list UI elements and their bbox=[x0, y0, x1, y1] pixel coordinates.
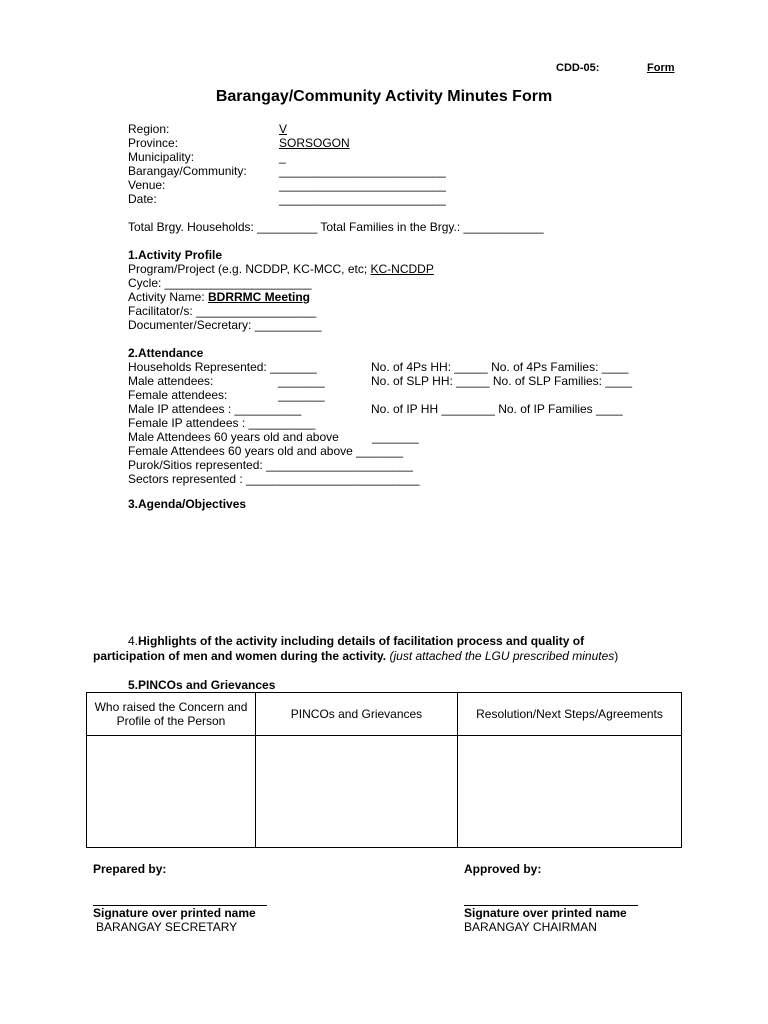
program-value: KC-NCDDP bbox=[370, 262, 434, 276]
highlights-line-1 bbox=[128, 634, 584, 648]
activity-name-line bbox=[128, 290, 310, 304]
region-label: Region: bbox=[128, 122, 170, 136]
attendance-heading: 2.Attendance bbox=[128, 346, 204, 360]
pincos-col-who: Who raised the Concern and Profile of the Person bbox=[87, 693, 256, 736]
venue-label: Venue: bbox=[128, 178, 166, 192]
prepared-role: BARANGAY SECRETARY bbox=[96, 920, 238, 934]
pincos-cell-who[interactable] bbox=[87, 736, 256, 848]
barangay-label: Barangay/Community: bbox=[128, 164, 247, 178]
purok-line: Purok/Sitios represented: ______________________ bbox=[128, 458, 413, 472]
female-attendees-blank: _______ bbox=[278, 388, 325, 402]
highlights-bold-1: Highlights of the activity including details of facilitation process and quality of bbox=[138, 634, 585, 648]
activity-name-value: BDRRMC Meeting bbox=[208, 290, 311, 304]
highlights-number: 4. bbox=[128, 634, 139, 648]
agenda-heading: 3.Agenda/Objectives bbox=[128, 497, 247, 511]
pincos-cell-grievances[interactable] bbox=[256, 736, 458, 848]
highlights-line-2 bbox=[93, 649, 618, 663]
pincos-entry-row bbox=[87, 736, 682, 848]
prepared-caption: Signature over printed name bbox=[93, 906, 256, 920]
approved-by-label: Approved by: bbox=[464, 862, 542, 876]
male-ip-line: Male IP attendees : __________ bbox=[128, 402, 302, 416]
activity-name-label: Activity Name: bbox=[128, 290, 209, 304]
cycle-line: Cycle: ______________________ bbox=[128, 276, 312, 290]
prepared-by-label: Prepared by: bbox=[93, 862, 167, 876]
facilitator-line: Facilitator/s: __________________ bbox=[128, 304, 317, 318]
documenter-line: Documenter/Secretary: __________ bbox=[128, 318, 322, 332]
male-attendees-label: Male attendees: bbox=[128, 374, 214, 388]
activity-profile-heading: 1.Activity Profile bbox=[128, 248, 223, 262]
pincos-header-row bbox=[87, 693, 682, 736]
pincos-heading: 5.PINCOs and Grievances bbox=[128, 678, 276, 692]
province-label: Province: bbox=[128, 136, 179, 150]
sectors-line: Sectors represented : __________________________ bbox=[128, 472, 420, 486]
highlights-bold-2: participation of men and women during the activity. bbox=[93, 649, 387, 663]
region-value: V bbox=[279, 122, 288, 136]
province-value: SORSOGON bbox=[279, 136, 350, 150]
highlights-note: (just attached the LGU prescribed minutes bbox=[389, 649, 615, 663]
program-label: Program/Project (e.g. NCDDP, KC-MCC, etc; bbox=[128, 262, 371, 276]
male-60-blank: _______ bbox=[372, 430, 419, 444]
pincos-table bbox=[86, 692, 682, 848]
date-label: Date: bbox=[128, 192, 157, 206]
female-attendees-label: Female attendees: bbox=[128, 388, 228, 402]
slp-line: No. of SLP HH: _____ No. of SLP Families: ____ bbox=[371, 374, 633, 388]
form-code: CDD-05: bbox=[556, 62, 600, 74]
municipality-label: Municipality: bbox=[128, 150, 195, 164]
approved-caption: Signature over printed name bbox=[464, 906, 627, 920]
ip-line: No. of IP HH ________ No. of IP Families ____ bbox=[371, 402, 623, 416]
pincos-col-grievances: PINCOs and Grievances bbox=[256, 693, 458, 736]
form-label: Form bbox=[647, 62, 675, 74]
female-ip-line: Female IP attendees : __________ bbox=[128, 416, 316, 430]
highlights-close: ) bbox=[614, 649, 619, 663]
venue-value: _________________________ bbox=[279, 178, 446, 192]
approved-role: BARANGAY CHAIRMAN bbox=[464, 920, 597, 934]
pincos-cell-resolution[interactable] bbox=[458, 736, 682, 848]
pincos-col-resolution: Resolution/Next Steps/Agreements bbox=[458, 693, 682, 736]
barangay-value: _________________________ bbox=[279, 164, 446, 178]
male-attendees-blank: _______ bbox=[278, 374, 325, 388]
female-60-line: Female Attendees 60 years old and above _______ bbox=[128, 444, 403, 458]
municipality-value: _ bbox=[279, 150, 286, 164]
program-line bbox=[128, 262, 434, 276]
male-60-label: Male Attendees 60 years old and above bbox=[128, 430, 339, 444]
totals-line: Total Brgy. Households: _________ Total Families in the Brgy.: ____________ bbox=[128, 220, 544, 234]
fourps-line: No. of 4Ps HH: _____ No. of 4Ps Families: ____ bbox=[371, 360, 629, 374]
households-line: Households Represented: _______ bbox=[128, 360, 317, 374]
page-title: Barangay/Community Activity Minutes Form bbox=[215, 88, 553, 105]
date-value: _________________________ bbox=[279, 192, 446, 206]
